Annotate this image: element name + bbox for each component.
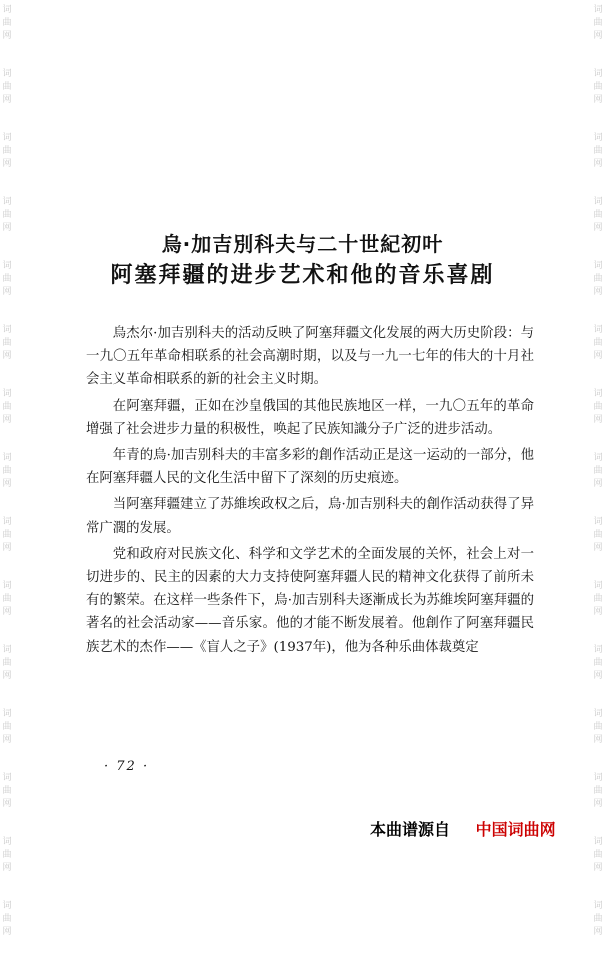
watermark-char: 网 [593,799,603,809]
watermark-char: 网 [2,799,12,809]
watermark-group [0,128,14,192]
watermark-char: 词 [2,517,12,527]
watermark-group [0,576,14,640]
watermark-group [591,448,605,512]
watermark-char: 曲 [593,850,603,860]
watermark-char: 网 [2,479,12,489]
watermark-char: 网 [2,95,12,105]
watermark-char: 词 [2,133,12,143]
watermark-char: 曲 [593,338,603,348]
watermark-group [0,320,14,384]
watermark-char: 网 [2,351,12,361]
watermark-char: 网 [593,159,603,169]
watermark-char: 曲 [2,722,12,732]
watermark-char: 曲 [2,338,12,348]
watermark-group [591,64,605,128]
watermark-char: 曲 [2,530,12,540]
watermark-char: 曲 [2,146,12,156]
watermark-char: 曲 [593,210,603,220]
page-number: · 72 · [104,759,150,774]
watermark-char: 曲 [2,850,12,860]
watermark-char: 曲 [2,82,12,92]
watermark-char: 网 [2,415,12,425]
watermark-char: 网 [593,927,603,937]
watermark-group [591,576,605,640]
watermark-char: 词 [593,261,603,271]
paragraph: 年青的烏·加吉别科夫的丰富多彩的創作活动正是这一运动的一部分，他在阿塞拜疆人民的文化生活中留下了深刻的历史痕迹。 [86,448,534,487]
watermark-char: 词 [593,517,603,527]
watermark-group [591,512,605,576]
watermark-group [0,704,14,768]
watermark-char: 曲 [593,402,603,412]
watermark-char: 曲 [2,786,12,796]
watermark-char: 网 [2,223,12,233]
watermark-char: 词 [2,709,12,719]
watermark-char: 词 [2,325,12,335]
watermark-group [591,640,605,704]
watermark-group [0,448,14,512]
watermark-char: 曲 [2,210,12,220]
watermark-char: 词 [593,325,603,335]
watermark-group [0,640,14,704]
paragraph: 当阿塞拜疆建立了苏維埃政权之后，烏·加吉别科夫的創作活动获得了异常广濶的发展。 [86,497,534,536]
watermark-group [0,768,14,832]
watermark-group [0,384,14,448]
paragraph: 在阿塞拜疆，正如在沙皇俄国的其他民族地区一样，一九〇五年的革命增强了社会进步力量的积极性，唤起了民族知識分子广泛的进步活动。 [86,398,534,437]
watermark-group [591,0,605,64]
watermark-char: 词 [2,261,12,271]
watermark-group [0,512,14,576]
watermark-char: 词 [2,5,12,15]
watermark-group [591,384,605,448]
watermark-group [591,128,605,192]
watermark-char: 网 [2,159,12,169]
watermark-char: 曲 [593,914,603,924]
watermark-group [0,832,14,896]
paragraph: 党和政府对民族文化、科学和文学艺术的全面发展的关怀，社会上对一切进步的、民主的因素的大力支持使阿塞拜疆人民的精神文化获得了前所未有的繁荣。在这样一些条件下，烏·加吉别科夫逐漸成长为苏維埃阿塞拜疆的著名的社会活动家——音乐家。他的才能不断发展着。他創作了阿塞拜疆民族艺术的杰作——《盲人之子》(1937年)，他为各种乐曲体裁奠定 [86,546,534,655]
watermark-char: 词 [593,709,603,719]
watermark-char: 网 [2,927,12,937]
watermark-char: 词 [2,837,12,847]
watermark-char: 网 [593,479,603,489]
watermark-char: 曲 [2,594,12,604]
watermark-group [0,64,14,128]
watermark-char: 曲 [593,274,603,284]
chapter-title-line-1: 烏·加吉別科夫与二十世紀初叶 [161,232,444,256]
watermark-char: 曲 [593,786,603,796]
watermark-char: 词 [593,645,603,655]
watermark-char: 词 [2,581,12,591]
watermark-char: 曲 [593,18,603,28]
watermark-group [0,896,14,960]
source-credit-site: 中国词曲网 [475,820,556,839]
watermark-char: 词 [2,69,12,79]
watermark-char: 词 [2,901,12,911]
watermark-char: 网 [2,735,12,745]
watermark-char: 词 [593,773,603,783]
watermark-char: 曲 [2,914,12,924]
watermark-char: 网 [593,863,603,873]
watermark-char: 曲 [2,658,12,668]
watermark-char: 网 [593,223,603,233]
watermark-char: 曲 [593,146,603,156]
source-credit [370,817,556,840]
watermark-char: 词 [2,389,12,399]
watermark-char: 词 [593,581,603,591]
watermark-char: 网 [593,351,603,361]
watermark-char: 词 [593,5,603,15]
watermark-char: 曲 [593,466,603,476]
body-text [86,322,534,662]
watermark-char: 曲 [593,594,603,604]
left-watermark-column [0,0,14,937]
watermark-char: 曲 [593,722,603,732]
watermark-group [591,896,605,960]
source-credit-lead: 本曲谱源自 [370,820,451,839]
watermark-char: 曲 [593,82,603,92]
watermark-char: 网 [2,543,12,553]
watermark-char: 网 [2,31,12,41]
right-watermark-column [591,0,605,937]
watermark-group [591,832,605,896]
watermark-char: 词 [593,837,603,847]
watermark-char: 网 [2,287,12,297]
watermark-char: 网 [593,671,603,681]
watermark-char: 网 [2,607,12,617]
watermark-group [591,768,605,832]
watermark-char: 词 [593,453,603,463]
paragraph: 烏杰尔·加吉别科夫的活动反映了阿塞拜疆文化发展的两大历史阶段：与一九〇五年革命相联系的社会高潮时期，以及与一九一七年的伟大的十月社会主义革命相联系的新的社会主义时期。 [86,326,534,388]
watermark-char: 网 [2,863,12,873]
watermark-char: 网 [593,735,603,745]
watermark-char: 曲 [593,658,603,668]
watermark-char: 词 [593,901,603,911]
watermark-char: 网 [593,95,603,105]
watermark-char: 曲 [2,18,12,28]
watermark-char: 曲 [2,402,12,412]
watermark-char: 词 [593,133,603,143]
watermark-char: 网 [593,31,603,41]
watermark-char: 词 [2,773,12,783]
watermark-char: 网 [593,415,603,425]
watermark-char: 网 [593,607,603,617]
watermark-char: 词 [2,197,12,207]
watermark-char: 词 [593,197,603,207]
watermark-group [591,320,605,384]
watermark-char: 曲 [593,530,603,540]
watermark-char: 词 [2,645,12,655]
watermark-char: 网 [2,671,12,681]
watermark-group [591,704,605,768]
chapter-title-line-2: 阿塞拜疆的进步艺术和他的音乐喜剧 [110,263,495,288]
watermark-char: 曲 [2,274,12,284]
watermark-char: 曲 [2,466,12,476]
watermark-char: 词 [593,389,603,399]
watermark-char: 网 [593,287,603,297]
watermark-char: 词 [2,453,12,463]
watermark-char: 网 [593,543,603,553]
watermark-group [0,0,14,64]
watermark-char: 词 [593,69,603,79]
